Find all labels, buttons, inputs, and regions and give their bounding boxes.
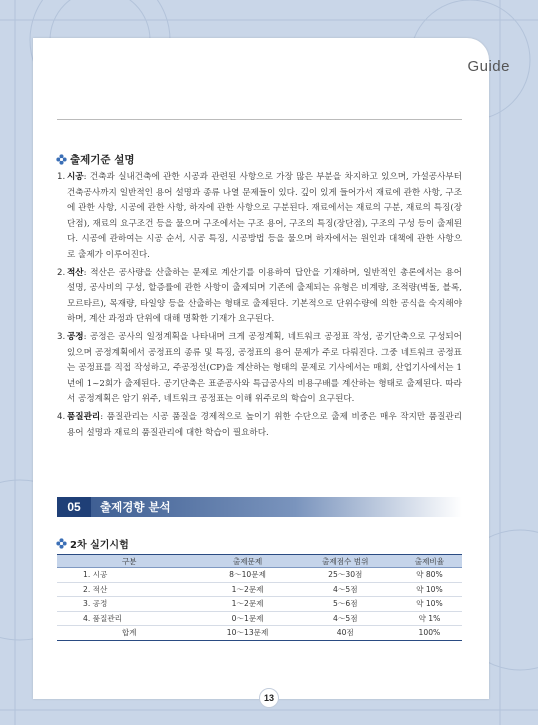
table-cell: 약 10% xyxy=(397,582,462,597)
table-header-row xyxy=(57,555,462,568)
table-cell: 4～5점 xyxy=(294,611,397,626)
flower-bullet-icon xyxy=(56,154,67,165)
table-total-row xyxy=(57,626,462,641)
item-term: 공정 xyxy=(67,331,84,342)
column-header: 출제점수 범위 xyxy=(294,555,397,568)
criteria-list xyxy=(57,170,462,443)
table-cell: 8～10문제 xyxy=(201,568,293,583)
item-number: 2. xyxy=(57,267,66,278)
item-number: 4. xyxy=(57,411,66,422)
item-text: : 품질관리는 시공 품질을 경제적으로 높이기 위한 수단으로 출제 비중은 매우 작지만 품질관리 용어 설명과 재료의 품질관리에 대한 학습이 필요하다. xyxy=(67,411,462,438)
guide-header: Guide xyxy=(467,58,510,75)
item-number: 3. xyxy=(57,331,66,342)
criteria-item-schedule xyxy=(57,330,462,408)
table-cell: 4～5점 xyxy=(294,582,397,597)
banner-number: 05 xyxy=(57,497,91,517)
item-text: : 적산은 공사량을 산출하는 문제로 계산기를 이용하여 답안을 기재하며, 일반적인 총론에서는 용어 설명, 공사비의 구성, 할증률에 관한 사항이 출제되며 기존에 출제되는 유형은 비계량, 조적량(벽돌, 블록, 모르타르), 목재량, 타일양 등을 산출하는 형태로 출제된다. 기본적으로 단위수량에 의한 공식을 숙지해야 하며, 계산 과정과 단위에 대해 명확한 기재가 요구된다. xyxy=(67,267,462,325)
table-cell: 0～1문제 xyxy=(201,611,293,626)
table-cell: 100% xyxy=(397,626,462,641)
item-term: 적산 xyxy=(67,267,84,278)
item-term: 시공 xyxy=(67,172,84,182)
table-cell: 약 10% xyxy=(397,597,462,612)
table-cell: 약 80% xyxy=(397,568,462,583)
section-title-text: 출제기준 설명 xyxy=(70,154,135,166)
item-number: 1. xyxy=(57,172,66,182)
table-cell: 약 1% xyxy=(397,611,462,626)
table-cell: 2. 적산 xyxy=(57,582,201,597)
exam-title-text: 2차 실기시험 xyxy=(70,540,129,551)
column-header: 구분 xyxy=(57,555,201,568)
table-cell: 1. 시공 xyxy=(57,568,201,583)
section-banner xyxy=(57,497,462,517)
table-cell: 1～2문제 xyxy=(201,582,293,597)
table-cell: 40점 xyxy=(294,626,397,641)
item-term: 품질관리 xyxy=(67,411,101,422)
criteria-item-quality xyxy=(57,410,462,441)
criteria-item-construction xyxy=(57,170,462,264)
banner-title: 출제경향 분석 xyxy=(91,497,462,517)
flower-bullet-icon xyxy=(56,538,67,549)
table-row xyxy=(57,568,462,583)
exam-trend-table xyxy=(57,554,462,641)
item-text: : 건축과 실내건축에 관한 시공과 관련된 사항으로 가장 많은 부분을 차지하고 있으며, 가설공사부터 건축공사까지 일반적인 용어 설명과 종류 나열 문제들이 있다. 깊이 있게 들어가서 재료에 관한 사항, 구조에 관한 사항, 시공에 관한 사항, 하자에 관한 사항으로 구분된다. 재료에서는 재료의 구분, 재료의 특징(장단점), 재료의 요구조건 등을 물으며 구조에서는 구조 용어, 구조의 특징(장단점), 구조의 구성 등이 출제된다. 시공에 관하여는 시공 순서, 시공 특징, 시공방법 등을 물으며 하자에서는 원인과 대책에 관한 사항으로 출제가 이루어진다. xyxy=(67,172,462,260)
table-row xyxy=(57,582,462,597)
table-cell: 5～6점 xyxy=(294,597,397,612)
table-row xyxy=(57,597,462,612)
table-cell: 1～2문제 xyxy=(201,597,293,612)
table-cell: 3. 공정 xyxy=(57,597,201,612)
exam-title xyxy=(56,536,129,551)
column-header: 출제비율 xyxy=(397,555,462,568)
item-text: : 공정은 공사의 일정계획을 나타내며 크게 공정계획, 네트워크 공정표 작성, 공기단축으로 구성되어 있으며 공정계획에서 공정표의 종류 및 특징, 공정표의 용어 문제가 주로 다뤄진다. 그중 네트워크 공정표는 공정표를 직접 작성하고, 주공정선(CP)을 계산하는 형태의 문제로 기사에서는 매회, 산업기사에서는 1년에 1~2회가 출제된다. 공기단축은 표준공사와 특급공사의 비용구배를 계산하는 형태로 출제된다. 따라서 공정계획은 암기 위주, 네트워크 공정표는 이해 위주로의 학습이 요구된다. xyxy=(67,331,462,405)
table-row xyxy=(57,611,462,626)
header-rule xyxy=(57,119,462,120)
criteria-item-estimation xyxy=(57,266,462,328)
page-number: 13 xyxy=(259,688,279,708)
column-header: 출제문제 xyxy=(201,555,293,568)
table-cell: 합계 xyxy=(57,626,201,641)
table-cell: 4. 품질관리 xyxy=(57,611,201,626)
table-cell: 10～13문제 xyxy=(201,626,293,641)
table-cell: 25～30점 xyxy=(294,568,397,583)
section-title xyxy=(56,152,135,167)
